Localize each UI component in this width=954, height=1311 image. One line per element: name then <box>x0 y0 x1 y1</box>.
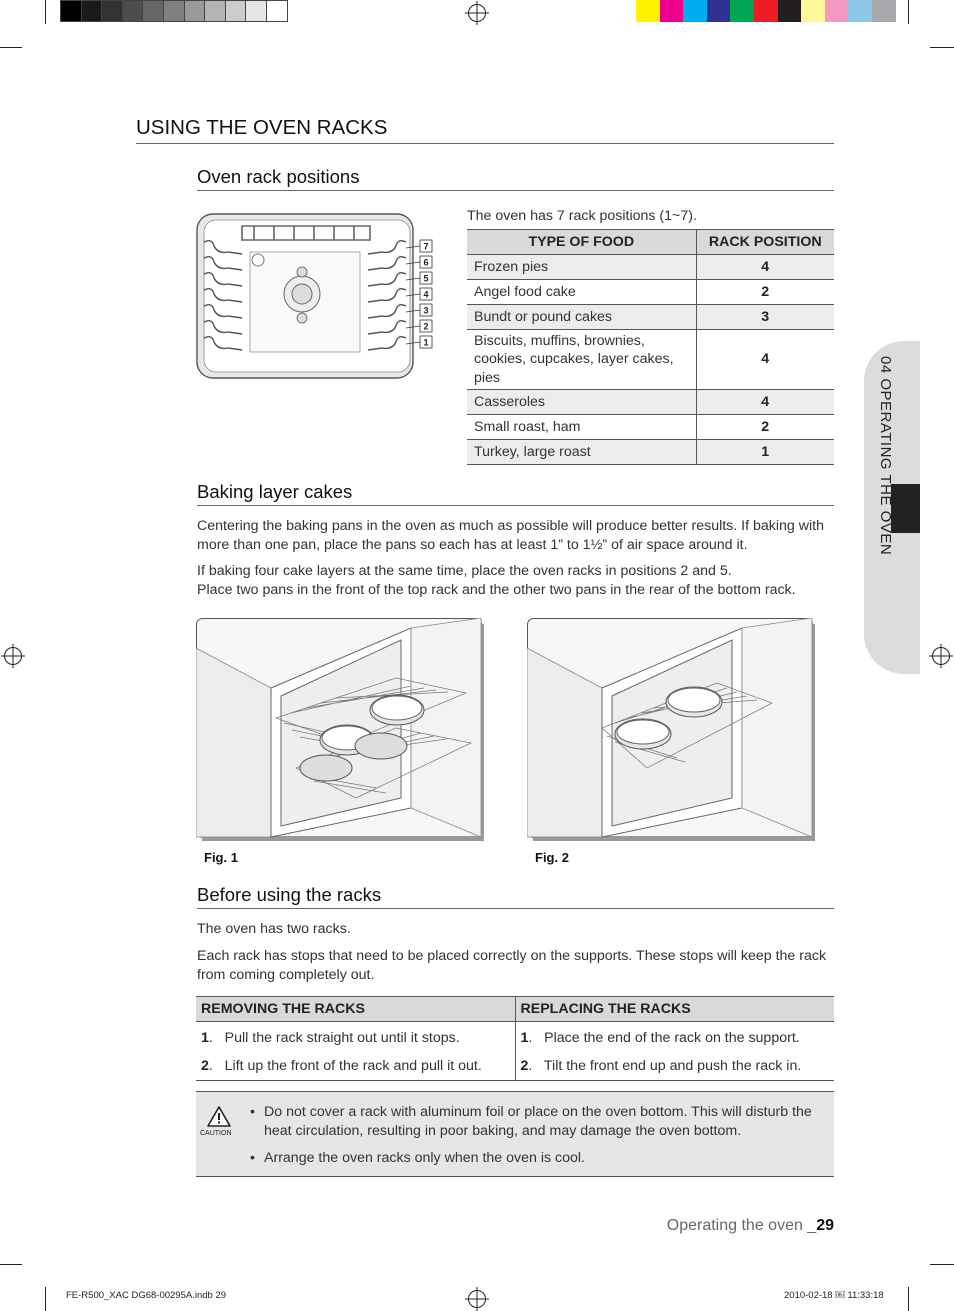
caution-box <box>196 1091 834 1177</box>
gray-swatch <box>184 0 206 22</box>
registration-mark-icon <box>932 647 950 665</box>
table-row <box>467 330 834 390</box>
remove-step: 1. Pull the rack straight out until it stops. <box>201 1030 460 1046</box>
removing-replacing-table <box>196 996 834 1081</box>
food-cell: Casseroles <box>467 389 696 414</box>
position-cell: 4 <box>696 330 834 390</box>
color-swatch <box>825 0 849 22</box>
replace-step: 1. Place the end of the rack on the support. <box>515 1022 834 1053</box>
baking-paragraph-1: Centering the baking pans in the oven as much as possible will produce better results. If baking with more than one pan, place the pans so each has at least 1” to 1½” of air space around it. <box>197 518 824 553</box>
color-swatch <box>754 0 778 22</box>
header-replacing-racks: REPLACING THE RACKS <box>515 997 834 1022</box>
color-swatch <box>636 0 660 22</box>
rack-number-label: 6 <box>423 257 429 268</box>
food-cell: Turkey, large roast <box>467 439 696 464</box>
food-cell: Angel food cake <box>467 280 696 305</box>
baking-paragraph-2-line-2: Place two pans in the front of the top rack and the other two pans in the rear of the bottom rack. <box>197 581 796 598</box>
section-heading-rack-positions: Oven rack positions <box>197 166 834 191</box>
position-cell: 4 <box>696 389 834 414</box>
table-row <box>467 414 834 439</box>
header-type-of-food: TYPE OF FOOD <box>467 230 696 255</box>
baking-paragraph-2 <box>197 562 837 599</box>
table-row <box>467 255 834 280</box>
caution-list <box>250 1103 820 1177</box>
table-row <box>467 389 834 414</box>
registration-mark-icon <box>468 4 486 22</box>
food-cell: Frozen pies <box>467 255 696 280</box>
table-row <box>467 280 834 305</box>
baking-paragraph-2-line-1: If baking four cake layers at the same time, place the oven racks in positions 2 and 5. <box>197 563 732 579</box>
crop-mark <box>930 1264 954 1265</box>
rack-positions-intro: The oven has 7 rack positions (1~7). <box>467 208 697 224</box>
color-swatch <box>872 0 896 22</box>
color-swatch <box>801 0 825 22</box>
remove-step: 2. Lift up the front of the rack and pull it out. <box>196 1052 515 1081</box>
replace-step: 2. Tilt the front end up and push the rack in. <box>515 1052 834 1081</box>
rack-number-label: 1 <box>423 337 429 348</box>
grayscale-swatches <box>60 0 287 24</box>
position-cell: 4 <box>696 255 834 280</box>
rack-position-table <box>467 229 834 465</box>
rack-number-label: 2 <box>423 321 429 332</box>
color-swatch <box>730 0 754 22</box>
registration-mark-icon <box>4 647 22 665</box>
position-cell: 1 <box>696 439 834 464</box>
caution-item: • Arrange the oven racks only when the oven is cool. <box>250 1149 820 1168</box>
table-row <box>196 1022 834 1053</box>
figure-2-caption: Fig. 2 <box>535 850 569 865</box>
crop-mark <box>0 47 22 48</box>
position-cell: 3 <box>696 305 834 330</box>
page-footer: Operating the oven _29 <box>666 1217 834 1234</box>
section-heading-baking-layer-cakes: Baking layer cakes <box>197 481 834 506</box>
page-title: USING THE OVEN RACKS <box>136 116 834 144</box>
gray-swatch <box>60 0 82 22</box>
figure-1-four-pans-illustration <box>196 618 486 842</box>
gray-swatch <box>81 0 103 22</box>
gray-swatch <box>245 0 267 22</box>
color-swatch <box>778 0 802 22</box>
header-removing-racks: REMOVING THE RACKS <box>196 997 515 1022</box>
imprint-timestamp: 2010-02-18 ￼ 11:33:18 <box>784 1290 884 1301</box>
rack-number-label: 7 <box>423 241 429 252</box>
rack-number-label: 3 <box>423 305 429 316</box>
color-swatch <box>660 0 684 22</box>
caution-item: • Do not cover a rack with aluminum foil or place on the oven bottom. This will disturb the heat circulation, resulting in poor baking, and may damage the oven bottom. <box>250 1103 820 1140</box>
section-heading-before-using-racks: Before using the racks <box>197 884 834 909</box>
header-rack-position: RACK POSITION <box>696 230 834 255</box>
page-number: 29 <box>816 1217 834 1234</box>
crop-mark <box>908 1287 909 1311</box>
gray-swatch <box>266 0 288 22</box>
rack-number-label: 5 <box>423 273 429 284</box>
rack-number-label: 4 <box>423 289 429 300</box>
gray-swatch <box>163 0 185 22</box>
position-cell: 2 <box>696 280 834 305</box>
color-swatch <box>848 0 872 22</box>
table-row <box>196 1052 834 1081</box>
chapter-tab-marker <box>891 484 920 533</box>
crop-mark <box>0 1264 22 1265</box>
table-row <box>467 439 834 464</box>
gray-swatch <box>101 0 123 22</box>
registration-mark-icon <box>468 1290 486 1308</box>
oven-rack-diagram <box>194 210 444 382</box>
table-row <box>467 305 834 330</box>
gray-swatch <box>142 0 164 22</box>
food-cell: Small roast, ham <box>467 414 696 439</box>
gray-swatch <box>204 0 226 22</box>
figure-1-caption: Fig. 1 <box>204 850 238 865</box>
gray-swatch <box>225 0 247 22</box>
food-cell: Biscuits, muffins, brownies, cookies, cupcakes, layer cakes, pies <box>467 330 696 390</box>
figure-2-two-pans-illustration <box>527 618 817 842</box>
color-swatch <box>683 0 707 22</box>
crop-mark <box>930 47 954 48</box>
before-using-paragraph-2: Each rack has stops that need to be placed correctly on the supports. These stops will keep the rack from coming completely out. <box>197 948 827 983</box>
before-using-paragraph-1: The oven has two racks. <box>197 921 351 937</box>
caution-label: CAUTION <box>200 1130 232 1137</box>
crop-mark <box>45 0 46 24</box>
position-cell: 2 <box>696 414 834 439</box>
imprint-filename: FE-R500_XAC DG68-00295A.indb 29 <box>66 1290 227 1301</box>
crop-mark <box>45 1287 46 1311</box>
food-cell: Bundt or pound cakes <box>467 305 696 330</box>
gray-swatch <box>122 0 144 22</box>
chapter-tab-label: 04 OPERATING THE OVEN <box>877 356 894 556</box>
color-swatch <box>707 0 731 22</box>
crop-mark <box>908 0 909 24</box>
color-swatches <box>636 0 896 24</box>
caution-warning-icon <box>206 1105 232 1129</box>
